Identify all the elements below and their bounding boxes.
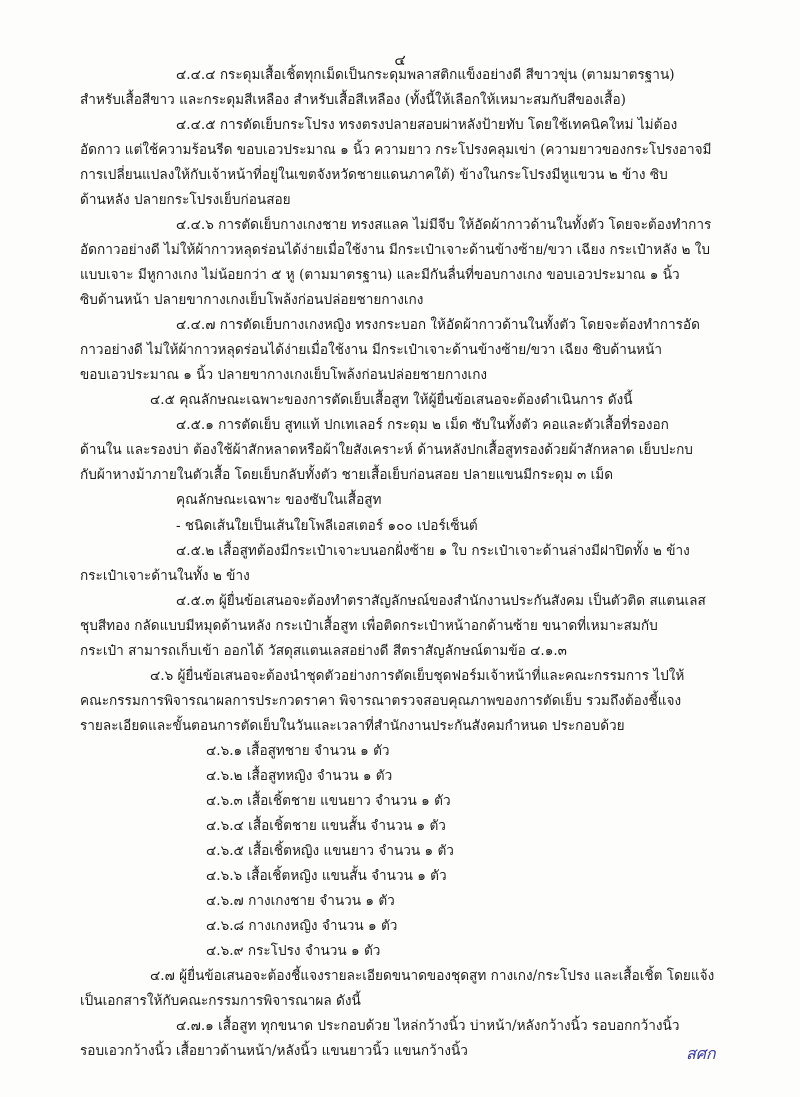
text-line: เป็นเอกสารให้กับคณะกรรมการพิจารณาผล ดังนี้ <box>80 992 361 1009</box>
text-line: กระเป๋าเจาะด้านในทั้ง ๒ ข้าง <box>80 567 250 584</box>
page-number: ๔ <box>394 51 406 69</box>
text-line: ซิบด้านหน้า ปลายขากางเกงเย็บโพล้งก่อนปล่อยชายกางเกง <box>80 292 424 309</box>
text-line: ๔.๔.๗ การตัดเย็บกางเกงหญิง ทรงกระบอก ให้อัดผ้ากาวด้านในทั้งตัว โดยจะต้องทำการอัด <box>176 317 700 334</box>
text-line: ด้านหลัง ปลายกระโปรงเย็บก่อนสอย <box>80 192 291 209</box>
list-item: ๔.๖.๑ เสื้อสูทชาย จำนวน ๑ ตัว <box>206 742 390 759</box>
text-line: อัดกาว แต่ใช้ความร้อนรีด ขอบเอวประมาณ ๑ นิ้ว ความยาว กระโปรงคลุมเข่า (ความยาวของกระโปรงอาจมี <box>80 142 712 159</box>
text-line: ๔.๕ คุณลักษณะเฉพาะของการตัดเย็บเสื้อสูท ให้ผู้ยื่นข้อเสนอจะต้องดำเนินการ ดังนี้ <box>150 392 633 409</box>
text-line: ๔.๗.๑ เสื้อสูท ทุกขนาด ประกอบด้วย ไหล่กว้างนิ้ว บ่าหน้า/หลังกว้างนิ้ว รอบอกกว้างนิ้ว <box>176 1018 680 1034</box>
text-line: ๔.๔.๔ กระดุมเสื้อเชิ้ตทุกเม็ดเป็นกระดุมพลาสติกแข็งอย่างดี สีขาวขุ่น (ตามมาตรฐาน) <box>176 67 675 83</box>
text-line: การเปลี่ยนแปลงให้กับเจ้าหน้าที่อยู่ในเขตจังหวัดชายแดนภาคใต้) ข้างในกระโปรงมีหูแขวน ๒ ข้าง ซิบ <box>80 167 668 184</box>
text-line: ๔.๕.๓ ผู้ยื่นข้อเสนอจะต้องทำตราสัญลักษณ์ของสำนักงานประกันสังคม เป็นตัวติด สแตนเลส <box>176 592 706 609</box>
list-item: ๔.๖.๕ เสื้อเชิ้ตหญิง แขนยาว จำนวน ๑ ตัว <box>206 842 454 859</box>
list-item: ๔.๖.๖ เสื้อเชิ้ตหญิง แขนสั้น จำนวน ๑ ตัว <box>206 867 447 884</box>
text-line: ๔.๔.๕ การตัดเย็บกระโปรง ทรงตรงปลายสอบผ่าหลังป้ายทับ โดยใช้เทคนิคใหม่ ไม่ต้อง <box>176 117 678 134</box>
list-item: ๔.๖.๙ กระโปรง จำนวน ๑ ตัว <box>206 942 381 959</box>
text-line: ขอบเอวประมาณ ๑ นิ้ว ปลายขากางเกงเย็บโพล้งก่อนปล่อยชายกางเกง <box>80 367 488 384</box>
text-line: สำหรับเสื้อสีขาว และกระดุมสีเหลือง สำหรับเสื้อสีเหลือง (ทั้งนี้ให้เลือกให้เหมาะสมกับสีของเสื้อ) <box>80 92 626 108</box>
text-line: ๔.๗ ผู้ยื่นข้อเสนอจะต้องชี้แจงรายละเอียดขนาดของชุดสูท กางเกง/กระโปรง และเสื้อเชิ้ต โดยแจ้ง <box>150 967 715 984</box>
text-line: กระเป๋า สามารถเก็บเข้า ออกได้ วัสดุสแตนเลสอย่างดี สีตราสัญลักษณ์ตามข้อ ๔.๑.๓ <box>80 642 567 659</box>
list-item: ๔.๖.๔ เสื้อเชิ้ตชาย แขนสั้น จำนวน ๑ ตัว <box>206 817 446 834</box>
signature-initials: สศก <box>686 1044 716 1063</box>
list-item: ๔.๖.๓ เสื้อเชิ้ตชาย แขนยาว จำนวน ๑ ตัว <box>206 792 451 809</box>
list-item: ๔.๖.๗ กางเกงชาย จำนวน ๑ ตัว <box>206 892 395 909</box>
list-item: ๔.๖.๒ เสื้อสูทหญิง จำนวน ๑ ตัว <box>206 767 393 784</box>
text-line: ๔.๔.๖ การตัดเย็บกางเกงชาย ทรงสแลค ไม่มีจีบ ให้อัดผ้ากาวด้านในทั้งตัว โดยจะต้องทำการ <box>176 217 712 234</box>
text-line: อัดกาวอย่างดี ไม่ให้ผ้ากาวหลุดร่อนได้ง่ายเมื่อใช้งาน มีกระเป๋าเจาะด้านข้างซ้าย/ขวา เฉียง กระเป๋าหลัง ๒ ใบ <box>80 242 711 259</box>
text-line: รอบเอวกว้างนิ้ว เสื้อยาวด้านหน้า/หลังนิ้ว แขนยาวนิ้ว แขนกว้างนิ้ว <box>80 1043 468 1059</box>
text-line: คุณลักษณะเฉพาะ ของซับในเสื้อสูท <box>176 492 382 509</box>
text-line: ๔.๖ ผู้ยื่นข้อเสนอจะต้องนำชุดตัวอย่างการตัดเย็บชุดฟอร์มเจ้าหน้าที่และคณะกรรมการ ไปให้ <box>150 667 685 684</box>
list-item: ๔.๖.๘ กางเกงหญิง จำนวน ๑ ตัว <box>206 917 398 934</box>
text-line: กาวอย่างดี ไม่ให้ผ้ากาวหลุดร่อนได้ง่ายเมื่อใช้งาน มีกระเป๋าเจาะด้านข้างซ้าย/ขวา เฉียง ซิบด้านหน้า <box>80 342 663 359</box>
text-line: - ชนิดเส้นใยเป็นเส้นใยโพลีเอสเตอร์ ๑๐๐ เปอร์เซ็นต์ <box>176 517 478 534</box>
text-line: ชุบสีทอง กลัดแบบมีหมุดด้านหลัง กระเป๋าเสื้อสูท เพื่อติดกระเป๋าหน้าอกด้านซ้าย ขนาดที่เหมาะสมกับ <box>80 617 658 634</box>
text-line: รายละเอียดและขั้นตอนการตัดเย็บในวันและเวลาที่สำนักงานประกันสังคมกำหนด ประกอบด้วย <box>80 717 625 734</box>
text-line: กับผ้าหางม้าภายในตัวเสื้อ โดยเย็บกลับทั้งตัว ชายเสื้อเย็บก่อนสอย ปลายแขนมีกระดุม ๓ เม็ด <box>80 467 614 484</box>
text-line: คณะกรรมการพิจารณาผลการประกวดราคา พิจารณาตรวจสอบคุณภาพของการตัดเย็บ รวมถึงต้องชี้แจง <box>80 692 682 709</box>
text-line: แบบเจาะ มีหูกางเกง ไม่น้อยกว่า ๕ หู (ตามมาตรฐาน) และมีกันลื่นที่ขอบกางเกง ขอบเอวประมาณ ๑ นิ้ว <box>80 267 680 284</box>
text-line: ๔.๕.๑ การตัดเย็บ สูทแท้ ปกเทเลอร์ กระดุม ๒ เม็ด ซับในทั้งตัว คอและตัวเสื้อที่รองอก <box>176 417 669 434</box>
text-line: ๔.๕.๒ เสื้อสูทต้องมีกระเป๋าเจาะบนอกฝั่งซ้าย ๑ ใบ กระเป๋าเจาะด้านล่างมีฝาปิดทั้ง ๒ ข้าง <box>176 542 690 559</box>
text-line: ด้านใน และรองบ่า ต้องใช้ผ้าสักหลาดหรือผ้าใยสังเคราะห์ ด้านหลังปกเสื้อสูทรองด้วยผ้าสักหลาด เย็บปะกบ <box>80 442 693 459</box>
